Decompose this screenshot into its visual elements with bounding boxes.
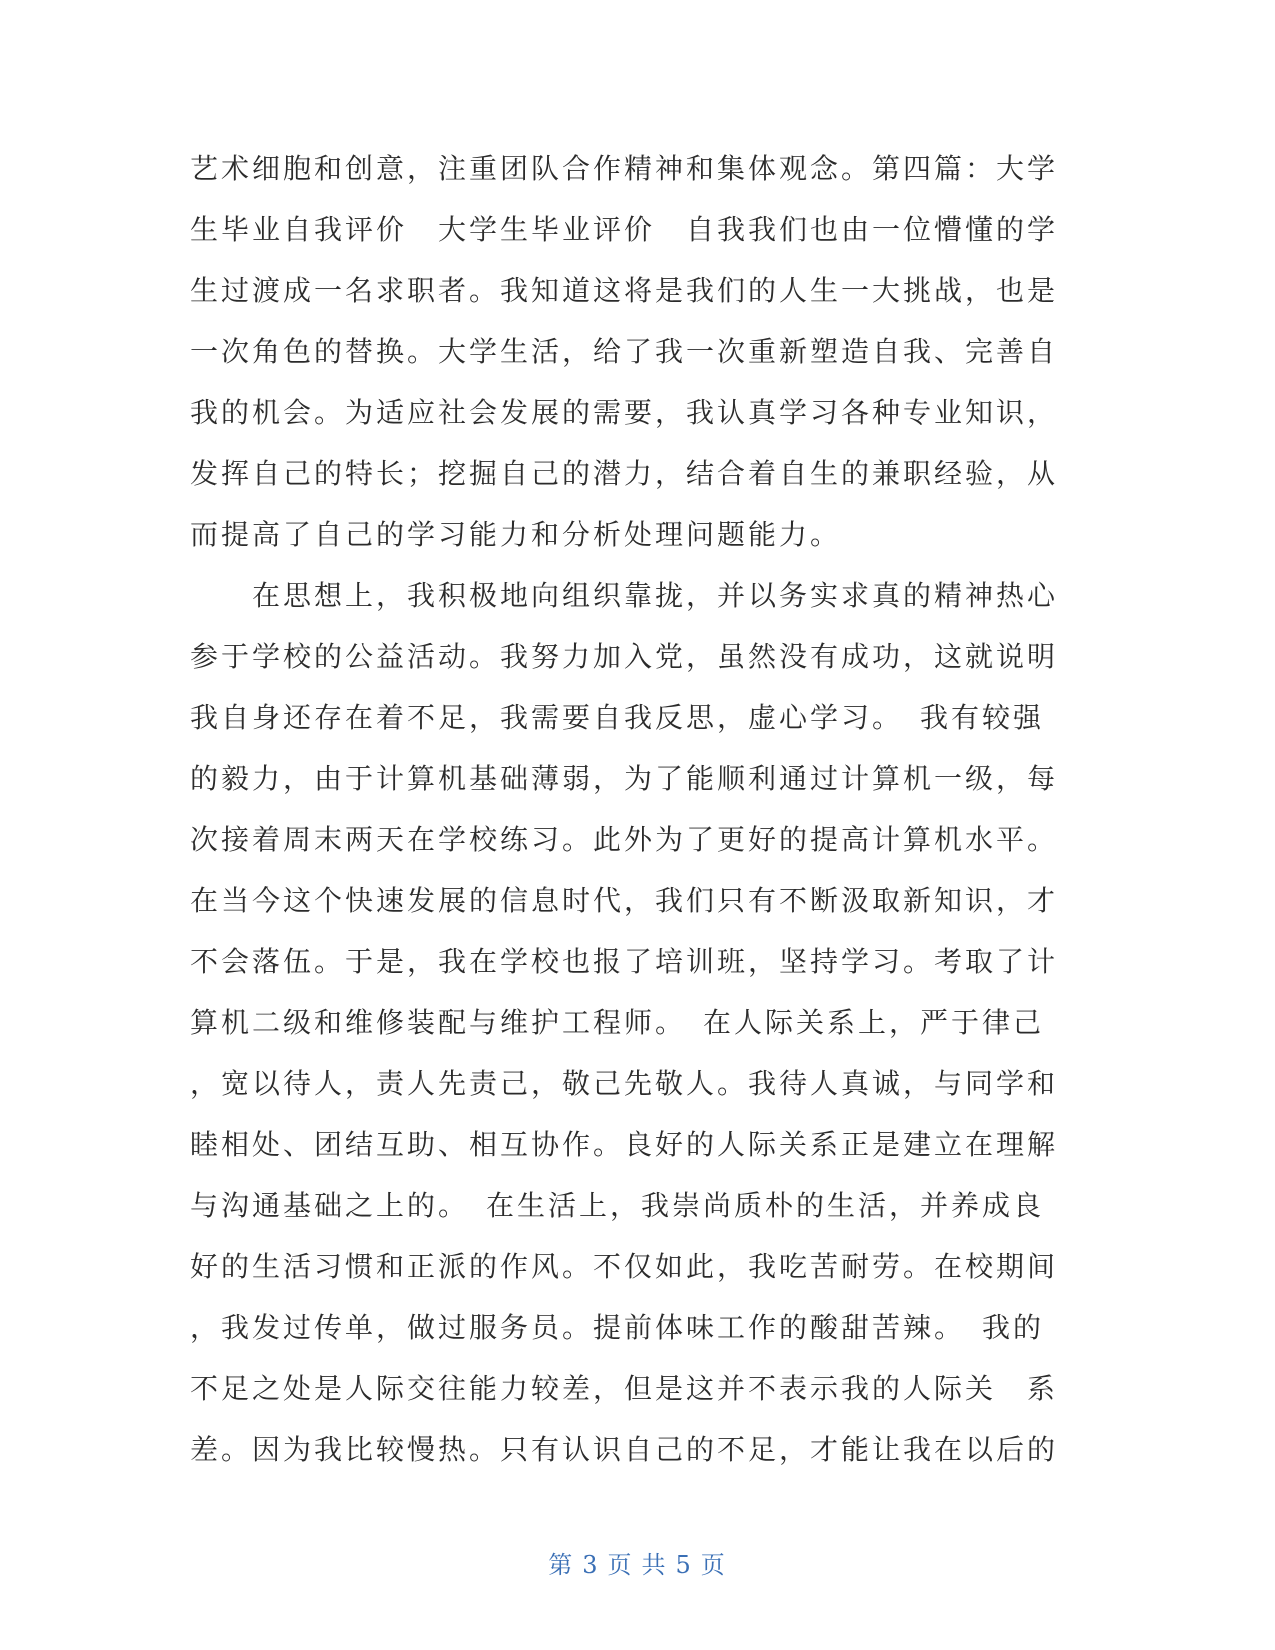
total-label-suffix: 页 bbox=[700, 1551, 727, 1579]
text-line: 在思想上，我积极地向组织靠拢，并以务实求真的精神热心 bbox=[190, 579, 1059, 612]
text-line: ，宽以待人，责人先责己，敬己先敬人。我待人真诚，与同学和 bbox=[190, 1067, 1059, 1100]
text-line: 生过渡成一名求职者。我知道这将是我们的人生一大挑战，也是 bbox=[190, 274, 1059, 307]
text-line: 生毕业自我评价 大学生毕业评价 自我我们也由一位懵懂的学 bbox=[190, 213, 1059, 246]
text-line: 参于学校的公益活动。我努力加入党，虽然没有成功，这就说明 bbox=[190, 640, 1059, 673]
page-number-footer bbox=[0, 1545, 1275, 1580]
text-line: 发挥自己的特长；挖掘自己的潜力，结合着自生的兼职经验，从 bbox=[190, 457, 1059, 490]
text-line: 与沟通基础之上的。 在生活上，我崇尚质朴的生活，并养成良 bbox=[190, 1189, 1045, 1222]
current-page-number: 3 bbox=[582, 1551, 600, 1579]
text-line: ，我发过传单，做过服务员。提前体味工作的酸甜苦辣。 我的 bbox=[190, 1311, 1045, 1344]
text-line: 算机二级和维修装配与维护工程师。 在人际关系上，严于律己 bbox=[190, 1006, 1045, 1039]
text-line: 而提高了自己的学习能力和分析处理问题能力。 bbox=[190, 518, 842, 551]
text-line: 好的生活习惯和正派的作风。不仅如此，我吃苦耐劳。在校期间 bbox=[190, 1250, 1059, 1283]
total-pages-number: 5 bbox=[675, 1551, 693, 1579]
text-line: 在当今这个快速发展的信息时代，我们只有不断汲取新知识，才 bbox=[190, 884, 1059, 917]
document-body bbox=[190, 138, 1058, 1480]
page-label-prefix: 第 bbox=[548, 1551, 575, 1579]
text-line: 的毅力，由于计算机基础薄弱，为了能顺利通过计算机一级，每 bbox=[190, 762, 1059, 795]
text-line: 一次角色的替换。大学生活，给了我一次重新塑造自我、完善自 bbox=[190, 335, 1059, 368]
text-line: 我自身还存在着不足，我需要自我反思，虚心学习。 我有较强 bbox=[190, 701, 1045, 734]
text-line: 不足之处是人际交往能力较差，但是这并不表示我的人际关 系 bbox=[190, 1372, 1059, 1405]
text-line: 我的机会。为适应社会发展的需要，我认真学习各种专业知识， bbox=[190, 396, 1059, 429]
total-label-prefix: 共 bbox=[641, 1551, 668, 1579]
page-label-word: 页 bbox=[607, 1551, 634, 1579]
text-line: 艺术细胞和创意，注重团队合作精神和集体观念。第四篇：大学 bbox=[190, 152, 1059, 185]
text-line: 差。因为我比较慢热。只有认识自己的不足，才能让我在以后的 bbox=[190, 1433, 1059, 1466]
text-line: 睦相处、团结互助、相互协作。良好的人际关系正是建立在理解 bbox=[190, 1128, 1059, 1161]
text-line: 次接着周末两天在学校练习。此外为了更好的提高计算机水平。 bbox=[190, 823, 1059, 856]
text-line: 不会落伍。于是，我在学校也报了培训班，坚持学习。考取了计 bbox=[190, 945, 1059, 978]
